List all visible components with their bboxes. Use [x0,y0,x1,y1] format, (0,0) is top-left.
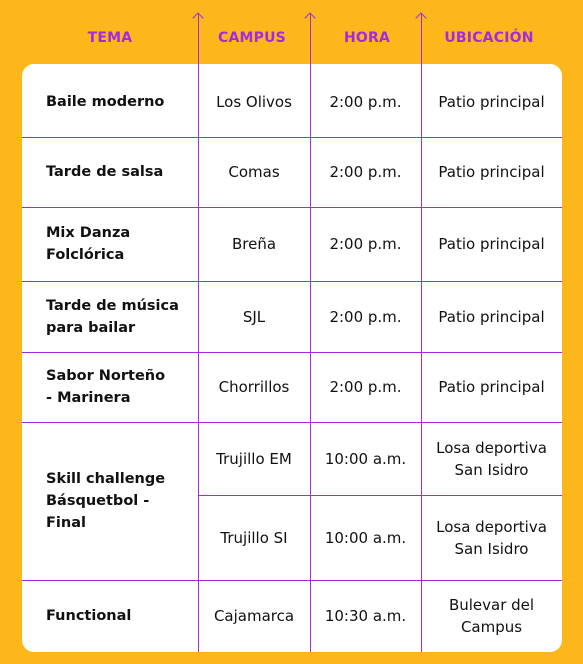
table-row-ubicacion: Losa deportiva San Isidro [436,517,547,558]
header-ubicacion: UBICACIÓN [444,30,534,46]
table-row-ubicacion: Bulevar del Campus [448,596,535,636]
table-row-campus: Cajamarca [213,607,295,625]
table-row-ubicacion: Patio principal [438,92,545,111]
arrow-up-icon [192,12,203,23]
table-row-tema: Tarde de salsa [46,164,164,180]
table-row-tema: Mix Danza Folclórica [46,225,131,263]
table-row-campus: Comas [228,163,280,181]
table-row-hora: 10:30 a.m. [324,607,407,625]
table-row-ubicacion: Patio principal [438,307,545,326]
table-row-hora: 2:00 p.m. [329,307,402,326]
table-row-campus: Trujillo EM [216,449,292,468]
table-row-campus: SJL [242,307,266,326]
table-row-hora: 10:00 a.m. [324,449,407,468]
table-row-hora: 10:00 a.m. [324,528,407,547]
table-row-hora: 2:00 p.m. [329,378,402,396]
table-row-tema: Functional [46,608,132,624]
header-hora: HORA [343,30,391,46]
table-row-ubicacion: Patio principal [438,378,545,396]
table-row-tema: Skill challenge Básquetbol - Final [46,471,166,531]
table-row-tema: Sabor Norteño - Marinera [46,368,166,406]
table-row-campus: Trujillo SI [220,528,288,547]
table-row-campus: Chorrillos [218,378,290,396]
table-row-hora: 2:00 p.m. [329,163,402,181]
table-row-ubicacion: Patio principal [438,235,545,253]
table-row-hora: 2:00 p.m. [329,92,402,111]
arrow-up-icon [415,12,426,23]
header-campus: CAMPUS [218,30,286,46]
arrow-up-icon [304,12,315,23]
table-row-ubicacion: Losa deportiva San Isidro [436,438,547,479]
table-row-campus: Los Olivos [216,92,292,111]
table-row-tema: Baile moderno [46,93,165,110]
table-row-hora: 2:00 p.m. [329,235,402,253]
table-row-campus: Breña [231,235,277,253]
table-row-ubicacion: Patio principal [438,163,545,181]
table-row-tema: Tarde de música para bailar [46,297,179,336]
header-tema: TEMA [87,30,133,46]
